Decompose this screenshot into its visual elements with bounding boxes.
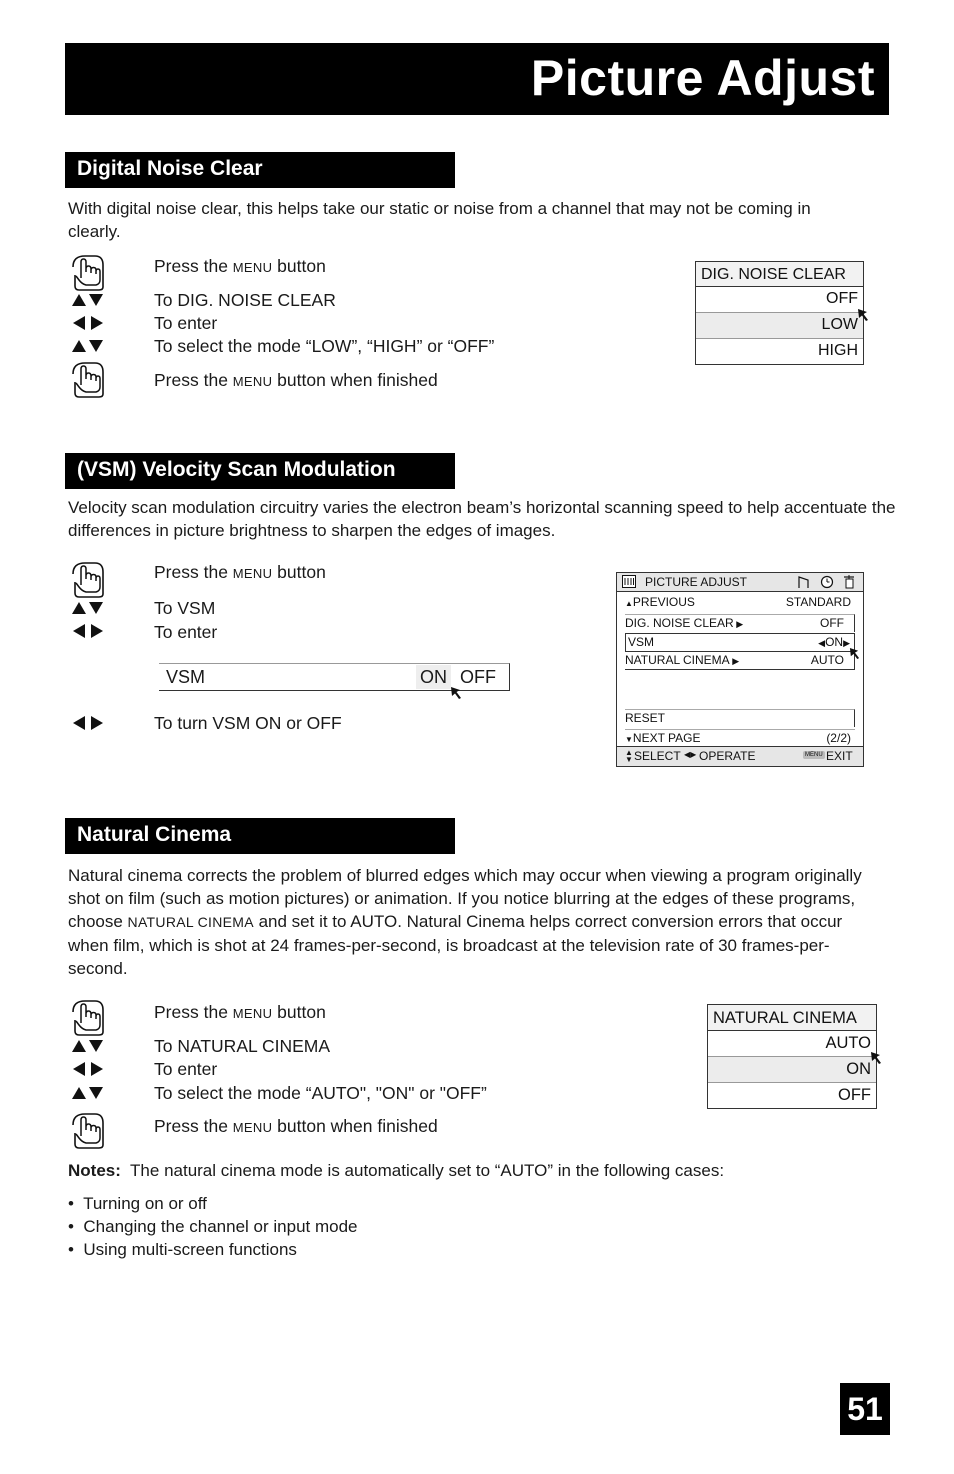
vsm-step-to: To VSM xyxy=(154,598,216,618)
osd-header xyxy=(617,573,863,592)
nc-option-on[interactable]: ON xyxy=(708,1057,876,1083)
pointer-arrow-icon xyxy=(849,647,860,660)
left-right-arrows-icon xyxy=(70,623,106,639)
dnc-intro: With digital noise clear, this helps take our static or noise from a channel that may not be coming in clearly. xyxy=(68,199,811,241)
vsm-step-turn: To turn VSM ON or OFF xyxy=(154,713,342,733)
hand-press-icon xyxy=(69,253,105,291)
menu-word: MENU xyxy=(232,1120,273,1135)
osd-page-indicator: (2/2) xyxy=(826,731,851,745)
osd-row-reset[interactable]: RESET xyxy=(625,709,855,727)
nc-option-auto[interactable]: AUTO xyxy=(708,1031,876,1057)
nc-step-finish: Press the MENU button when finished xyxy=(154,1116,438,1136)
section-heading-dnc: Digital Noise Clear xyxy=(65,152,455,188)
menu-word: MENU xyxy=(232,374,273,389)
osd-row-vsm[interactable]: VSM ◀ON▶ xyxy=(625,633,855,652)
menu-word: MENU xyxy=(232,260,273,275)
osd-select-label: SELECT xyxy=(634,749,681,763)
page-title-bar xyxy=(65,43,889,115)
list-item: • Changing the channel or input mode xyxy=(68,1217,358,1236)
osd-row-dig-noise-clear[interactable]: DIG. NOISE CLEAR ▶ OFF xyxy=(625,614,855,632)
picture-icon xyxy=(622,575,636,588)
page-title: Picture Adjust xyxy=(530,50,875,106)
osd-row-previous[interactable]: ▲PREVIOUS STANDARD xyxy=(625,595,851,609)
up-down-arrows-icon xyxy=(70,338,106,354)
vsm-intro: Velocity scan modulation circuitry varies the electron beam’s horizontal scanning speed to help accentuate the differences in picture brightness to sharpen the edges of images. xyxy=(68,498,896,540)
osd-nc-value: AUTO xyxy=(810,653,844,667)
vsm-bar-off[interactable]: OFF xyxy=(460,667,496,687)
osd-dnc-value: OFF xyxy=(820,616,844,630)
osd-operate-label: OPERATE xyxy=(699,749,756,763)
music-note-icon xyxy=(797,575,811,589)
dnc-step-press-menu: Press the MENU button xyxy=(154,256,326,276)
notes-text: The natural cinema mode is automatically set to “AUTO” in the following cases: xyxy=(130,1161,725,1180)
nc-option-off[interactable]: OFF xyxy=(838,1086,871,1104)
dnc-menu-header: DIG. NOISE CLEAR xyxy=(696,262,863,287)
menu-word: MENU xyxy=(232,1006,273,1021)
menu-key-icon: MENU xyxy=(805,752,823,758)
nc-notes xyxy=(68,1159,888,1182)
osd-row-next-page[interactable]: ▼NEXT PAGE (2/2) xyxy=(625,729,855,747)
dnc-step-finish: Press the MENU button when finished xyxy=(154,370,438,390)
osd-footer xyxy=(617,746,863,766)
nc-step-press-menu: Press the MENU button xyxy=(154,1002,326,1022)
vsm-bar-label: VSM xyxy=(166,667,206,687)
hand-press-icon xyxy=(69,560,105,598)
dnc-step-select: To select the mode “LOW”, “HIGH” or “OFF” xyxy=(154,336,495,356)
dnc-option-off[interactable]: OFF xyxy=(696,287,863,313)
left-right-arrows-icon xyxy=(70,315,106,331)
dnc-option-high[interactable]: HIGH xyxy=(818,342,858,359)
natural-cinema-word: NATURAL CINEMA xyxy=(127,914,254,930)
hand-press-icon xyxy=(69,998,105,1036)
list-item: • Turning on or off xyxy=(68,1194,207,1213)
notes-label: Notes: xyxy=(68,1161,121,1180)
nc-menu-header: NATURAL CINEMA xyxy=(708,1005,876,1031)
osd-title: PICTURE ADJUST xyxy=(645,575,748,589)
clock-icon xyxy=(820,575,834,589)
dnc-option-low[interactable]: LOW xyxy=(696,313,863,339)
osd-vsm-value: ◀ON▶ xyxy=(818,635,850,649)
nc-intro: Natural cinema corrects the problem of blurred edges which may occur when viewing a program originally shot on film (such as motion pictures) or animation. If you notice blurring at the edges of these programs, choose NATURAL CINEMA and set it to AUTO. Natural Cinema helps correct conversion errors that occur when film, which is shot at 24 frames-per-second, is broadcast at the television rate of 30 frames-per-second. xyxy=(68,866,862,978)
dnc-step-enter: To enter xyxy=(154,313,218,333)
vsm-bar-on[interactable]: ON xyxy=(416,665,451,689)
page-number: 51 xyxy=(840,1383,890,1435)
tools-icon xyxy=(842,575,856,589)
list-item: • Using multi-screen functions xyxy=(68,1240,297,1259)
picture-adjust-osd xyxy=(616,572,864,767)
hand-press-icon xyxy=(69,360,105,398)
nc-step-enter: To enter xyxy=(154,1059,218,1079)
left-right-arrows-icon xyxy=(70,715,106,731)
up-down-arrows-icon xyxy=(70,1038,106,1054)
dnc-step-to: To DIG. NOISE CLEAR xyxy=(154,290,336,310)
nc-step-to: To NATURAL CINEMA xyxy=(154,1036,330,1056)
notes-bullet-list xyxy=(68,1192,358,1261)
pointer-arrow-icon xyxy=(857,308,869,322)
pointer-arrow-icon xyxy=(450,686,462,700)
osd-row-natural-cinema[interactable]: NATURAL CINEMA ▶ AUTO xyxy=(625,652,855,670)
up-down-arrows-icon xyxy=(70,292,106,308)
vsm-step-enter: To enter xyxy=(154,622,218,642)
osd-previous-value: STANDARD xyxy=(785,595,851,609)
hand-press-icon xyxy=(69,1111,105,1149)
operate-arrows-icon: ◀▶ xyxy=(684,750,697,759)
dnc-menu-box xyxy=(695,261,864,365)
menu-word: MENU xyxy=(232,566,273,581)
nc-step-select: To select the mode “AUTO", "ON" or "OFF” xyxy=(154,1083,487,1103)
select-arrows-icon: ▲ ▼ xyxy=(625,748,633,764)
nc-menu-box xyxy=(707,1004,877,1109)
up-down-arrows-icon xyxy=(70,1085,106,1101)
osd-exit-label: EXIT xyxy=(826,749,853,763)
vsm-step-press-menu: Press the MENU button xyxy=(154,562,326,582)
pointer-arrow-icon xyxy=(870,1051,882,1065)
section-heading-nc: Natural Cinema xyxy=(65,818,455,854)
up-down-arrows-icon xyxy=(70,600,106,616)
left-right-arrows-icon xyxy=(70,1061,106,1077)
section-heading-vsm: (VSM) Velocity Scan Modulation xyxy=(65,453,455,489)
